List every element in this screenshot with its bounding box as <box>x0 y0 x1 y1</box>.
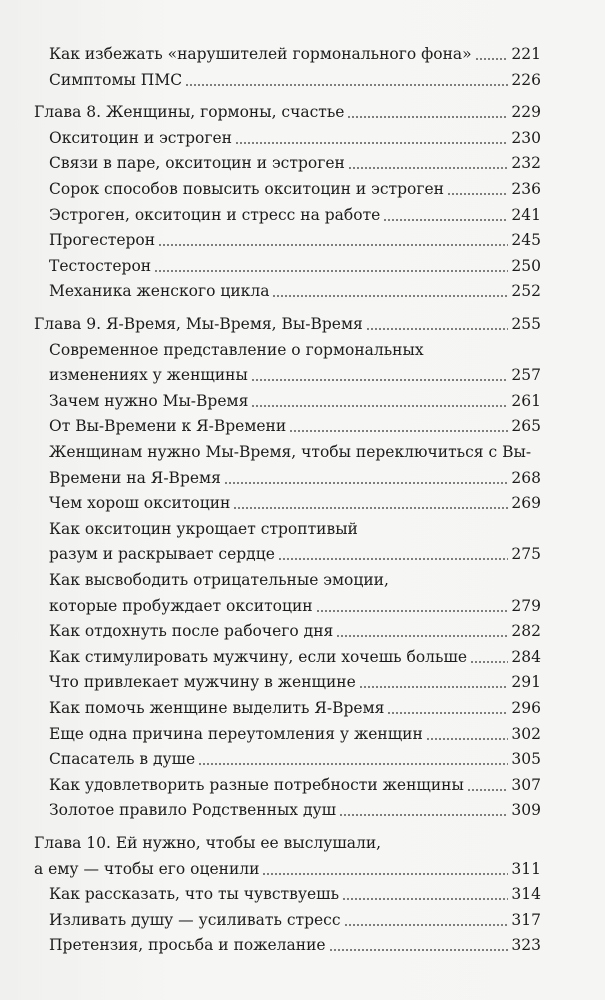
toc-title: Прогестерон <box>49 231 156 250</box>
page-number: 241 <box>511 205 541 224</box>
dot-leader <box>316 610 509 612</box>
page-number: 250 <box>511 256 541 275</box>
page-number: 323 <box>511 936 541 955</box>
dot-leader <box>278 558 509 560</box>
page-number: 221 <box>511 45 541 63</box>
dot-leader <box>336 635 508 637</box>
dot-leader <box>224 482 509 484</box>
page-number: 302 <box>511 724 541 743</box>
page-number: 232 <box>511 154 541 173</box>
page-number: 309 <box>511 801 541 820</box>
toc-title: Спасатель в душе <box>49 750 196 769</box>
toc-title: От Вы-Времени к Я-Времени <box>49 417 287 436</box>
toc-title: Зачем нужно Мы-Время <box>49 391 249 410</box>
dot-leader <box>344 924 509 926</box>
page-number: 269 <box>511 494 541 513</box>
toc-title: Тестостерон <box>49 256 152 275</box>
toc-title: Сорок способов повысить окситоцин и эстроген <box>49 180 444 198</box>
dot-leader <box>154 270 508 272</box>
toc-title: которые пробуждает окситоцин <box>49 596 313 615</box>
dot-leader <box>262 873 508 875</box>
toc-title: Окситоцин и эстроген <box>49 128 232 147</box>
dot-leader <box>475 58 509 60</box>
page-number: 255 <box>511 315 541 333</box>
toc-title: Чем хорош окситоцин <box>49 494 231 513</box>
page-number: 257 <box>511 366 541 385</box>
dot-leader <box>235 142 508 144</box>
dot-leader <box>198 763 508 765</box>
page-number: 296 <box>511 699 541 717</box>
toc-title: Симптомы ПМС <box>49 70 183 89</box>
dot-leader <box>348 167 509 169</box>
toc-title: Как помочь женщине выделить Я-Время <box>49 699 385 717</box>
dot-leader <box>383 219 508 221</box>
dot-leader <box>233 507 508 509</box>
dot-leader <box>447 193 508 195</box>
toc-title: Как удовлетворить разные потребности женщины <box>49 775 464 794</box>
toc-title: Что привлекает мужчину в женщине <box>49 673 356 692</box>
toc-title: Как отдохнуть после рабочего дня <box>49 622 334 641</box>
toc-title: Претензия, просьба и пожелание <box>49 936 326 955</box>
page-number: 230 <box>511 128 541 147</box>
toc-title: Еще одна причина переутомления у женщин <box>49 724 423 743</box>
toc-title-line: Современное представление о гормональных <box>49 340 424 359</box>
page-number: 311 <box>511 859 541 878</box>
dot-leader <box>426 738 509 740</box>
toc-title: Как рассказать, что ты чувствуешь <box>49 885 340 904</box>
toc-title: Времени на Я-Время <box>49 468 221 487</box>
dot-leader <box>289 430 508 432</box>
dot-leader <box>251 379 509 381</box>
page-number: 261 <box>511 391 541 410</box>
dot-leader <box>467 789 509 791</box>
dot-leader <box>342 898 508 900</box>
toc-title: Глава 8. Женщины, гормоны, счастье <box>34 103 345 122</box>
dot-leader <box>329 949 509 951</box>
toc-title-line: Женщинам нужно Мы-Время, чтобы переключиться с Вы- <box>49 443 532 461</box>
page-number: 265 <box>511 417 541 436</box>
dot-leader <box>272 295 508 297</box>
page-number: 226 <box>511 70 541 89</box>
page-number: 307 <box>511 775 541 794</box>
page-number: 291 <box>511 673 541 692</box>
page-number: 279 <box>511 596 541 615</box>
page-number: 268 <box>511 468 541 487</box>
page-number: 317 <box>511 910 541 929</box>
toc-title: Как избежать «нарушителей гормонального фона» <box>49 45 472 63</box>
dot-leader <box>347 116 508 118</box>
toc-title-line: Глава 10. Ей нужно, чтобы ее выслушали, <box>34 834 382 852</box>
toc-title: Изливать душу — усиливать стресс <box>49 910 341 929</box>
dot-leader <box>158 244 508 246</box>
page-number: 229 <box>511 103 541 122</box>
toc-title: а ему — чтобы его оценили <box>34 859 260 878</box>
toc-title: Золотое правило Родственных душ <box>49 801 337 820</box>
dot-leader <box>339 814 508 816</box>
dot-leader <box>251 405 508 407</box>
toc-title: разум и раскрывает сердце <box>49 545 275 564</box>
page-number: 284 <box>511 647 541 666</box>
toc-title: Глава 9. Я-Время, Мы-Время, Вы-Время <box>34 315 363 333</box>
toc-title-line: Как окситоцин укрощает строптивый <box>49 519 358 538</box>
dot-leader <box>366 328 509 330</box>
toc-title: Механика женского цикла <box>49 282 270 301</box>
dot-leader <box>470 661 508 663</box>
page-number: 236 <box>511 180 541 198</box>
toc-title: Эстроген, окситоцин и стресс на работе <box>49 205 381 224</box>
dot-leader <box>387 712 508 714</box>
dot-leader <box>185 84 508 86</box>
page-number: 314 <box>511 885 541 904</box>
toc-title: Связи в паре, окситоцин и эстроген <box>49 154 345 173</box>
toc-title: Как стимулировать мужчину, если хочешь больше <box>49 647 468 666</box>
toc-title: изменениях у женщины <box>49 366 248 385</box>
page-number: 252 <box>511 282 541 301</box>
page-number: 275 <box>511 545 541 564</box>
dot-leader <box>359 686 509 688</box>
toc-title-line: Как высвободить отрицательные эмоции, <box>49 571 389 589</box>
page-number: 305 <box>511 750 541 769</box>
page-number: 282 <box>511 622 541 641</box>
page-number: 245 <box>511 231 541 250</box>
